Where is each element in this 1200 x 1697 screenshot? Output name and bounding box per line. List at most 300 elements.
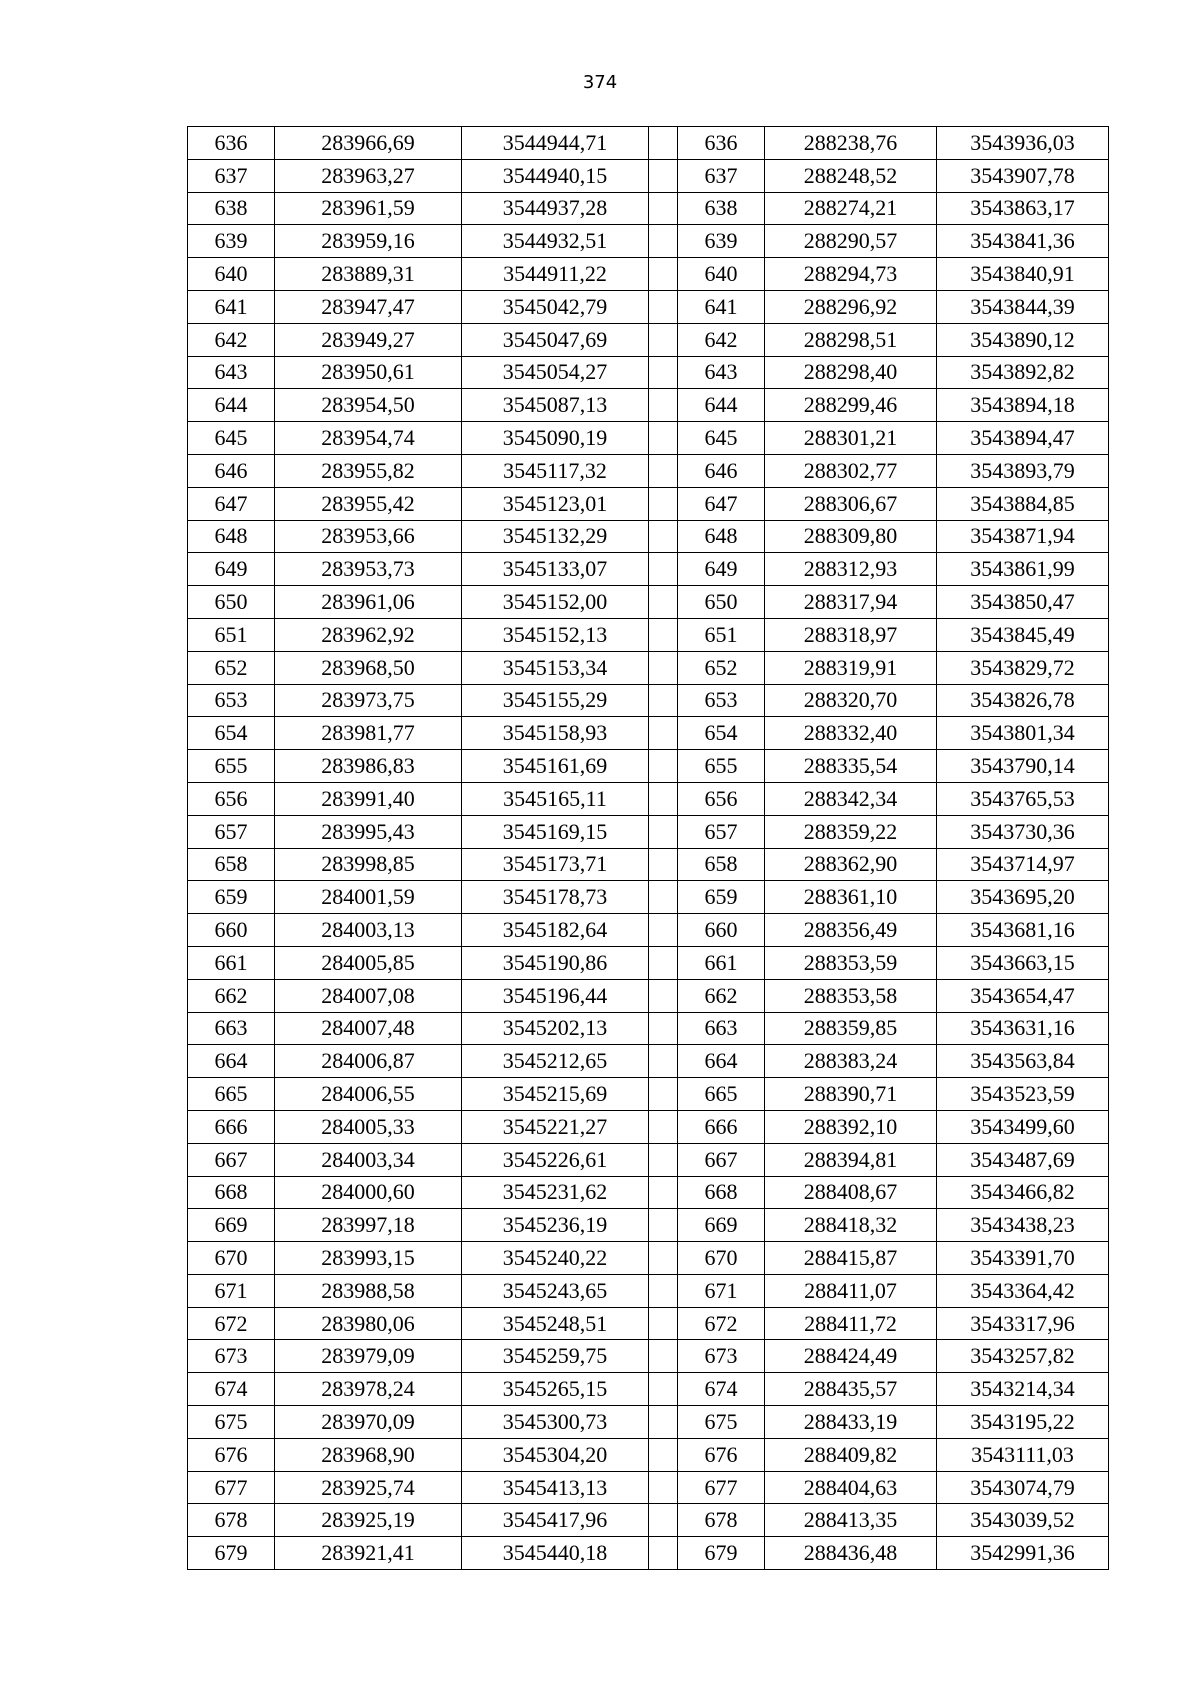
right-x-coordinate-cell: 288359,85	[765, 1012, 937, 1045]
right-y-coordinate-cell: 3543790,14	[937, 750, 1109, 783]
coordinates-table	[187, 126, 1109, 1570]
right-point-number-cell: 641	[678, 290, 765, 323]
right-point-number-cell: 663	[678, 1012, 765, 1045]
left-point-number-cell: 673	[188, 1340, 275, 1373]
right-x-coordinate-cell: 288309,80	[765, 520, 937, 553]
table-row	[188, 1373, 1109, 1406]
right-point-number-cell: 644	[678, 389, 765, 422]
right-y-coordinate-cell: 3543936,03	[937, 127, 1109, 160]
separator-cell	[649, 979, 678, 1012]
left-y-coordinate-cell: 3544940,15	[462, 159, 649, 192]
left-point-number-cell: 674	[188, 1373, 275, 1406]
table-row	[188, 192, 1109, 225]
table-row	[188, 881, 1109, 914]
table-row	[188, 1340, 1109, 1373]
table-row	[188, 1471, 1109, 1504]
right-y-coordinate-cell: 3543845,49	[937, 618, 1109, 651]
separator-cell	[649, 1176, 678, 1209]
left-x-coordinate-cell: 284003,13	[275, 914, 462, 947]
left-y-coordinate-cell: 3544911,22	[462, 258, 649, 291]
left-y-coordinate-cell: 3545117,32	[462, 454, 649, 487]
separator-cell	[649, 946, 678, 979]
table-row	[188, 717, 1109, 750]
right-x-coordinate-cell: 288298,40	[765, 356, 937, 389]
separator-cell	[649, 159, 678, 192]
left-y-coordinate-cell: 3545090,19	[462, 422, 649, 455]
right-x-coordinate-cell: 288306,67	[765, 487, 937, 520]
table-row	[188, 1406, 1109, 1439]
right-x-coordinate-cell: 288274,21	[765, 192, 937, 225]
separator-cell	[649, 1045, 678, 1078]
right-y-coordinate-cell: 3543829,72	[937, 651, 1109, 684]
left-point-number-cell: 657	[188, 815, 275, 848]
separator-cell	[649, 1438, 678, 1471]
right-x-coordinate-cell: 288411,07	[765, 1274, 937, 1307]
right-y-coordinate-cell: 3543892,82	[937, 356, 1109, 389]
separator-cell	[649, 127, 678, 160]
table-row	[188, 750, 1109, 783]
left-y-coordinate-cell: 3545123,01	[462, 487, 649, 520]
right-point-number-cell: 672	[678, 1307, 765, 1340]
left-point-number-cell: 678	[188, 1504, 275, 1537]
separator-cell	[649, 881, 678, 914]
right-y-coordinate-cell: 3543111,03	[937, 1438, 1109, 1471]
table-row	[188, 651, 1109, 684]
separator-cell	[649, 356, 678, 389]
right-y-coordinate-cell: 3543391,70	[937, 1242, 1109, 1275]
left-y-coordinate-cell: 3545132,29	[462, 520, 649, 553]
right-x-coordinate-cell: 288394,81	[765, 1143, 937, 1176]
separator-cell	[649, 782, 678, 815]
left-x-coordinate-cell: 283988,58	[275, 1274, 462, 1307]
left-y-coordinate-cell: 3545417,96	[462, 1504, 649, 1537]
left-x-coordinate-cell: 283961,59	[275, 192, 462, 225]
separator-cell	[649, 684, 678, 717]
left-y-coordinate-cell: 3544932,51	[462, 225, 649, 258]
right-y-coordinate-cell: 3543826,78	[937, 684, 1109, 717]
right-point-number-cell: 645	[678, 422, 765, 455]
right-point-number-cell: 642	[678, 323, 765, 356]
left-point-number-cell: 675	[188, 1406, 275, 1439]
right-y-coordinate-cell: 3543730,36	[937, 815, 1109, 848]
right-y-coordinate-cell: 3543654,47	[937, 979, 1109, 1012]
right-point-number-cell: 639	[678, 225, 765, 258]
table-row	[188, 1045, 1109, 1078]
left-x-coordinate-cell: 283968,50	[275, 651, 462, 684]
table-row	[188, 979, 1109, 1012]
left-x-coordinate-cell: 284003,34	[275, 1143, 462, 1176]
left-x-coordinate-cell: 284006,87	[275, 1045, 462, 1078]
left-point-number-cell: 642	[188, 323, 275, 356]
left-y-coordinate-cell: 3545087,13	[462, 389, 649, 422]
right-x-coordinate-cell: 288353,58	[765, 979, 937, 1012]
separator-cell	[649, 258, 678, 291]
right-point-number-cell: 677	[678, 1471, 765, 1504]
table-row	[188, 618, 1109, 651]
right-y-coordinate-cell: 3543840,91	[937, 258, 1109, 291]
right-x-coordinate-cell: 288318,97	[765, 618, 937, 651]
right-y-coordinate-cell: 3543681,16	[937, 914, 1109, 947]
left-point-number-cell: 636	[188, 127, 275, 160]
left-point-number-cell: 648	[188, 520, 275, 553]
right-point-number-cell: 675	[678, 1406, 765, 1439]
left-point-number-cell: 650	[188, 586, 275, 619]
right-y-coordinate-cell: 3543890,12	[937, 323, 1109, 356]
right-x-coordinate-cell: 288390,71	[765, 1078, 937, 1111]
left-y-coordinate-cell: 3545240,22	[462, 1242, 649, 1275]
right-y-coordinate-cell: 3543466,82	[937, 1176, 1109, 1209]
left-point-number-cell: 651	[188, 618, 275, 651]
right-y-coordinate-cell: 3543257,82	[937, 1340, 1109, 1373]
left-y-coordinate-cell: 3545440,18	[462, 1537, 649, 1570]
right-point-number-cell: 674	[678, 1373, 765, 1406]
table-row	[188, 422, 1109, 455]
table-row	[188, 487, 1109, 520]
left-x-coordinate-cell: 284006,55	[275, 1078, 462, 1111]
right-point-number-cell: 653	[678, 684, 765, 717]
right-point-number-cell: 640	[678, 258, 765, 291]
left-x-coordinate-cell: 283947,47	[275, 290, 462, 323]
right-y-coordinate-cell: 3543841,36	[937, 225, 1109, 258]
left-x-coordinate-cell: 283998,85	[275, 848, 462, 881]
left-point-number-cell: 647	[188, 487, 275, 520]
table-row	[188, 454, 1109, 487]
left-point-number-cell: 654	[188, 717, 275, 750]
right-point-number-cell: 668	[678, 1176, 765, 1209]
right-point-number-cell: 652	[678, 651, 765, 684]
table-row	[188, 159, 1109, 192]
left-point-number-cell: 679	[188, 1537, 275, 1570]
coordinates-table-body	[188, 127, 1109, 1570]
right-point-number-cell: 655	[678, 750, 765, 783]
right-x-coordinate-cell: 288238,76	[765, 127, 937, 160]
left-x-coordinate-cell: 283949,27	[275, 323, 462, 356]
separator-cell	[649, 914, 678, 947]
left-y-coordinate-cell: 3545221,27	[462, 1110, 649, 1143]
left-y-coordinate-cell: 3545231,62	[462, 1176, 649, 1209]
table-row	[188, 1209, 1109, 1242]
right-x-coordinate-cell: 288435,57	[765, 1373, 937, 1406]
left-point-number-cell: 660	[188, 914, 275, 947]
separator-cell	[649, 422, 678, 455]
left-point-number-cell: 666	[188, 1110, 275, 1143]
separator-cell	[649, 1307, 678, 1340]
left-y-coordinate-cell: 3545196,44	[462, 979, 649, 1012]
right-y-coordinate-cell: 3543801,34	[937, 717, 1109, 750]
left-x-coordinate-cell: 284000,60	[275, 1176, 462, 1209]
left-y-coordinate-cell: 3545152,13	[462, 618, 649, 651]
separator-cell	[649, 848, 678, 881]
left-x-coordinate-cell: 283961,06	[275, 586, 462, 619]
left-x-coordinate-cell: 283995,43	[275, 815, 462, 848]
left-point-number-cell: 663	[188, 1012, 275, 1045]
right-x-coordinate-cell: 288342,34	[765, 782, 937, 815]
right-y-coordinate-cell: 3543195,22	[937, 1406, 1109, 1439]
left-y-coordinate-cell: 3545212,65	[462, 1045, 649, 1078]
table-row	[188, 1438, 1109, 1471]
separator-cell	[649, 192, 678, 225]
table-row	[188, 553, 1109, 586]
separator-cell	[649, 1504, 678, 1537]
right-y-coordinate-cell: 3543894,47	[937, 422, 1109, 455]
table-row	[188, 225, 1109, 258]
left-x-coordinate-cell: 284007,48	[275, 1012, 462, 1045]
right-point-number-cell: 665	[678, 1078, 765, 1111]
left-x-coordinate-cell: 283962,92	[275, 618, 462, 651]
right-x-coordinate-cell: 288383,24	[765, 1045, 937, 1078]
left-x-coordinate-cell: 283955,42	[275, 487, 462, 520]
left-point-number-cell: 677	[188, 1471, 275, 1504]
left-x-coordinate-cell: 283978,24	[275, 1373, 462, 1406]
left-y-coordinate-cell: 3544937,28	[462, 192, 649, 225]
left-y-coordinate-cell: 3544944,71	[462, 127, 649, 160]
left-y-coordinate-cell: 3545178,73	[462, 881, 649, 914]
left-y-coordinate-cell: 3545047,69	[462, 323, 649, 356]
left-point-number-cell: 649	[188, 553, 275, 586]
right-y-coordinate-cell: 3543499,60	[937, 1110, 1109, 1143]
left-x-coordinate-cell: 283986,83	[275, 750, 462, 783]
right-x-coordinate-cell: 288301,21	[765, 422, 937, 455]
left-x-coordinate-cell: 283954,50	[275, 389, 462, 422]
right-x-coordinate-cell: 288359,22	[765, 815, 937, 848]
right-y-coordinate-cell: 3543850,47	[937, 586, 1109, 619]
right-point-number-cell: 671	[678, 1274, 765, 1307]
left-point-number-cell: 646	[188, 454, 275, 487]
separator-cell	[649, 750, 678, 783]
table-row	[188, 848, 1109, 881]
right-y-coordinate-cell: 3543863,17	[937, 192, 1109, 225]
right-point-number-cell: 662	[678, 979, 765, 1012]
right-x-coordinate-cell: 288319,91	[765, 651, 937, 684]
separator-cell	[649, 1471, 678, 1504]
separator-cell	[649, 553, 678, 586]
table-row	[188, 323, 1109, 356]
right-y-coordinate-cell: 3543364,42	[937, 1274, 1109, 1307]
right-x-coordinate-cell: 288361,10	[765, 881, 937, 914]
left-y-coordinate-cell: 3545190,86	[462, 946, 649, 979]
table-row	[188, 1012, 1109, 1045]
left-x-coordinate-cell: 283954,74	[275, 422, 462, 455]
right-y-coordinate-cell: 3543214,34	[937, 1373, 1109, 1406]
right-point-number-cell: 660	[678, 914, 765, 947]
separator-cell	[649, 586, 678, 619]
right-x-coordinate-cell: 288302,77	[765, 454, 937, 487]
table-row	[188, 684, 1109, 717]
right-x-coordinate-cell: 288413,35	[765, 1504, 937, 1537]
right-x-coordinate-cell: 288411,72	[765, 1307, 937, 1340]
left-point-number-cell: 655	[188, 750, 275, 783]
right-point-number-cell: 643	[678, 356, 765, 389]
left-point-number-cell: 662	[188, 979, 275, 1012]
left-y-coordinate-cell: 3545226,61	[462, 1143, 649, 1176]
left-x-coordinate-cell: 283980,06	[275, 1307, 462, 1340]
separator-cell	[649, 389, 678, 422]
left-x-coordinate-cell: 283970,09	[275, 1406, 462, 1439]
right-point-number-cell: 650	[678, 586, 765, 619]
right-point-number-cell: 661	[678, 946, 765, 979]
right-y-coordinate-cell: 3543695,20	[937, 881, 1109, 914]
left-x-coordinate-cell: 283997,18	[275, 1209, 462, 1242]
right-y-coordinate-cell: 3543563,84	[937, 1045, 1109, 1078]
table-row	[188, 356, 1109, 389]
right-point-number-cell: 667	[678, 1143, 765, 1176]
right-point-number-cell: 651	[678, 618, 765, 651]
table-row	[188, 946, 1109, 979]
right-point-number-cell: 670	[678, 1242, 765, 1275]
right-point-number-cell: 669	[678, 1209, 765, 1242]
left-point-number-cell: 669	[188, 1209, 275, 1242]
left-y-coordinate-cell: 3545259,75	[462, 1340, 649, 1373]
right-point-number-cell: 657	[678, 815, 765, 848]
left-y-coordinate-cell: 3545173,71	[462, 848, 649, 881]
left-x-coordinate-cell: 284001,59	[275, 881, 462, 914]
left-x-coordinate-cell: 283925,19	[275, 1504, 462, 1537]
left-point-number-cell: 670	[188, 1242, 275, 1275]
right-y-coordinate-cell: 3542991,36	[937, 1537, 1109, 1570]
right-x-coordinate-cell: 288248,52	[765, 159, 937, 192]
right-x-coordinate-cell: 288408,67	[765, 1176, 937, 1209]
left-x-coordinate-cell: 284007,08	[275, 979, 462, 1012]
right-y-coordinate-cell: 3543074,79	[937, 1471, 1109, 1504]
right-y-coordinate-cell: 3543631,16	[937, 1012, 1109, 1045]
right-y-coordinate-cell: 3543714,97	[937, 848, 1109, 881]
right-y-coordinate-cell: 3543844,39	[937, 290, 1109, 323]
right-x-coordinate-cell: 288433,19	[765, 1406, 937, 1439]
left-x-coordinate-cell: 283979,09	[275, 1340, 462, 1373]
left-y-coordinate-cell: 3545152,00	[462, 586, 649, 619]
table-row	[188, 782, 1109, 815]
left-x-coordinate-cell: 283993,15	[275, 1242, 462, 1275]
right-x-coordinate-cell: 288312,93	[765, 553, 937, 586]
right-point-number-cell: 637	[678, 159, 765, 192]
right-point-number-cell: 659	[678, 881, 765, 914]
separator-cell	[649, 651, 678, 684]
separator-cell	[649, 1110, 678, 1143]
table-row	[188, 1504, 1109, 1537]
separator-cell	[649, 1078, 678, 1111]
table-row	[188, 914, 1109, 947]
separator-cell	[649, 1537, 678, 1570]
separator-cell	[649, 1406, 678, 1439]
left-y-coordinate-cell: 3545042,79	[462, 290, 649, 323]
table-row	[188, 1307, 1109, 1340]
left-point-number-cell: 668	[188, 1176, 275, 1209]
left-point-number-cell: 641	[188, 290, 275, 323]
right-y-coordinate-cell: 3543317,96	[937, 1307, 1109, 1340]
separator-cell	[649, 1274, 678, 1307]
left-y-coordinate-cell: 3545054,27	[462, 356, 649, 389]
left-point-number-cell: 645	[188, 422, 275, 455]
right-point-number-cell: 646	[678, 454, 765, 487]
left-x-coordinate-cell: 283950,61	[275, 356, 462, 389]
separator-cell	[649, 454, 678, 487]
right-y-coordinate-cell: 3543663,15	[937, 946, 1109, 979]
table-row	[188, 127, 1109, 160]
right-x-coordinate-cell: 288335,54	[765, 750, 937, 783]
left-x-coordinate-cell: 284005,33	[275, 1110, 462, 1143]
left-x-coordinate-cell: 283966,69	[275, 127, 462, 160]
right-x-coordinate-cell: 288294,73	[765, 258, 937, 291]
right-point-number-cell: 648	[678, 520, 765, 553]
left-x-coordinate-cell: 284005,85	[275, 946, 462, 979]
left-point-number-cell: 665	[188, 1078, 275, 1111]
right-x-coordinate-cell: 288424,49	[765, 1340, 937, 1373]
separator-cell	[649, 717, 678, 750]
right-y-coordinate-cell: 3543438,23	[937, 1209, 1109, 1242]
right-x-coordinate-cell: 288298,51	[765, 323, 937, 356]
left-x-coordinate-cell: 283973,75	[275, 684, 462, 717]
right-point-number-cell: 638	[678, 192, 765, 225]
left-y-coordinate-cell: 3545182,64	[462, 914, 649, 947]
left-y-coordinate-cell: 3545300,73	[462, 1406, 649, 1439]
table-row	[188, 1176, 1109, 1209]
right-point-number-cell: 636	[678, 127, 765, 160]
left-y-coordinate-cell: 3545133,07	[462, 553, 649, 586]
left-x-coordinate-cell: 283991,40	[275, 782, 462, 815]
left-point-number-cell: 653	[188, 684, 275, 717]
left-y-coordinate-cell: 3545413,13	[462, 1471, 649, 1504]
left-point-number-cell: 643	[188, 356, 275, 389]
left-x-coordinate-cell: 283955,82	[275, 454, 462, 487]
left-point-number-cell: 656	[188, 782, 275, 815]
right-point-number-cell: 678	[678, 1504, 765, 1537]
left-x-coordinate-cell: 283981,77	[275, 717, 462, 750]
left-x-coordinate-cell: 283925,74	[275, 1471, 462, 1504]
right-y-coordinate-cell: 3543893,79	[937, 454, 1109, 487]
left-point-number-cell: 658	[188, 848, 275, 881]
right-x-coordinate-cell: 288356,49	[765, 914, 937, 947]
left-point-number-cell: 664	[188, 1045, 275, 1078]
separator-cell	[649, 520, 678, 553]
right-x-coordinate-cell: 288415,87	[765, 1242, 937, 1275]
right-x-coordinate-cell: 288392,10	[765, 1110, 937, 1143]
right-x-coordinate-cell: 288409,82	[765, 1438, 937, 1471]
right-y-coordinate-cell: 3543861,99	[937, 553, 1109, 586]
right-x-coordinate-cell: 288296,92	[765, 290, 937, 323]
right-y-coordinate-cell: 3543487,69	[937, 1143, 1109, 1176]
left-x-coordinate-cell: 283953,66	[275, 520, 462, 553]
left-x-coordinate-cell: 283963,27	[275, 159, 462, 192]
table-row	[188, 1110, 1109, 1143]
left-y-coordinate-cell: 3545236,19	[462, 1209, 649, 1242]
left-x-coordinate-cell: 283959,16	[275, 225, 462, 258]
separator-cell	[649, 487, 678, 520]
left-y-coordinate-cell: 3545165,11	[462, 782, 649, 815]
table-row	[188, 520, 1109, 553]
separator-cell	[649, 225, 678, 258]
right-point-number-cell: 654	[678, 717, 765, 750]
left-y-coordinate-cell: 3545161,69	[462, 750, 649, 783]
right-x-coordinate-cell: 288362,90	[765, 848, 937, 881]
right-y-coordinate-cell: 3543523,59	[937, 1078, 1109, 1111]
left-y-coordinate-cell: 3545243,65	[462, 1274, 649, 1307]
right-point-number-cell: 666	[678, 1110, 765, 1143]
right-x-coordinate-cell: 288418,32	[765, 1209, 937, 1242]
right-x-coordinate-cell: 288353,59	[765, 946, 937, 979]
left-x-coordinate-cell: 283953,73	[275, 553, 462, 586]
right-point-number-cell: 664	[678, 1045, 765, 1078]
right-x-coordinate-cell: 288404,63	[765, 1471, 937, 1504]
right-point-number-cell: 656	[678, 782, 765, 815]
table-row	[188, 586, 1109, 619]
separator-cell	[649, 1242, 678, 1275]
table-row	[188, 1537, 1109, 1570]
separator-cell	[649, 618, 678, 651]
right-y-coordinate-cell: 3543871,94	[937, 520, 1109, 553]
left-y-coordinate-cell: 3545158,93	[462, 717, 649, 750]
right-point-number-cell: 658	[678, 848, 765, 881]
left-point-number-cell: 644	[188, 389, 275, 422]
